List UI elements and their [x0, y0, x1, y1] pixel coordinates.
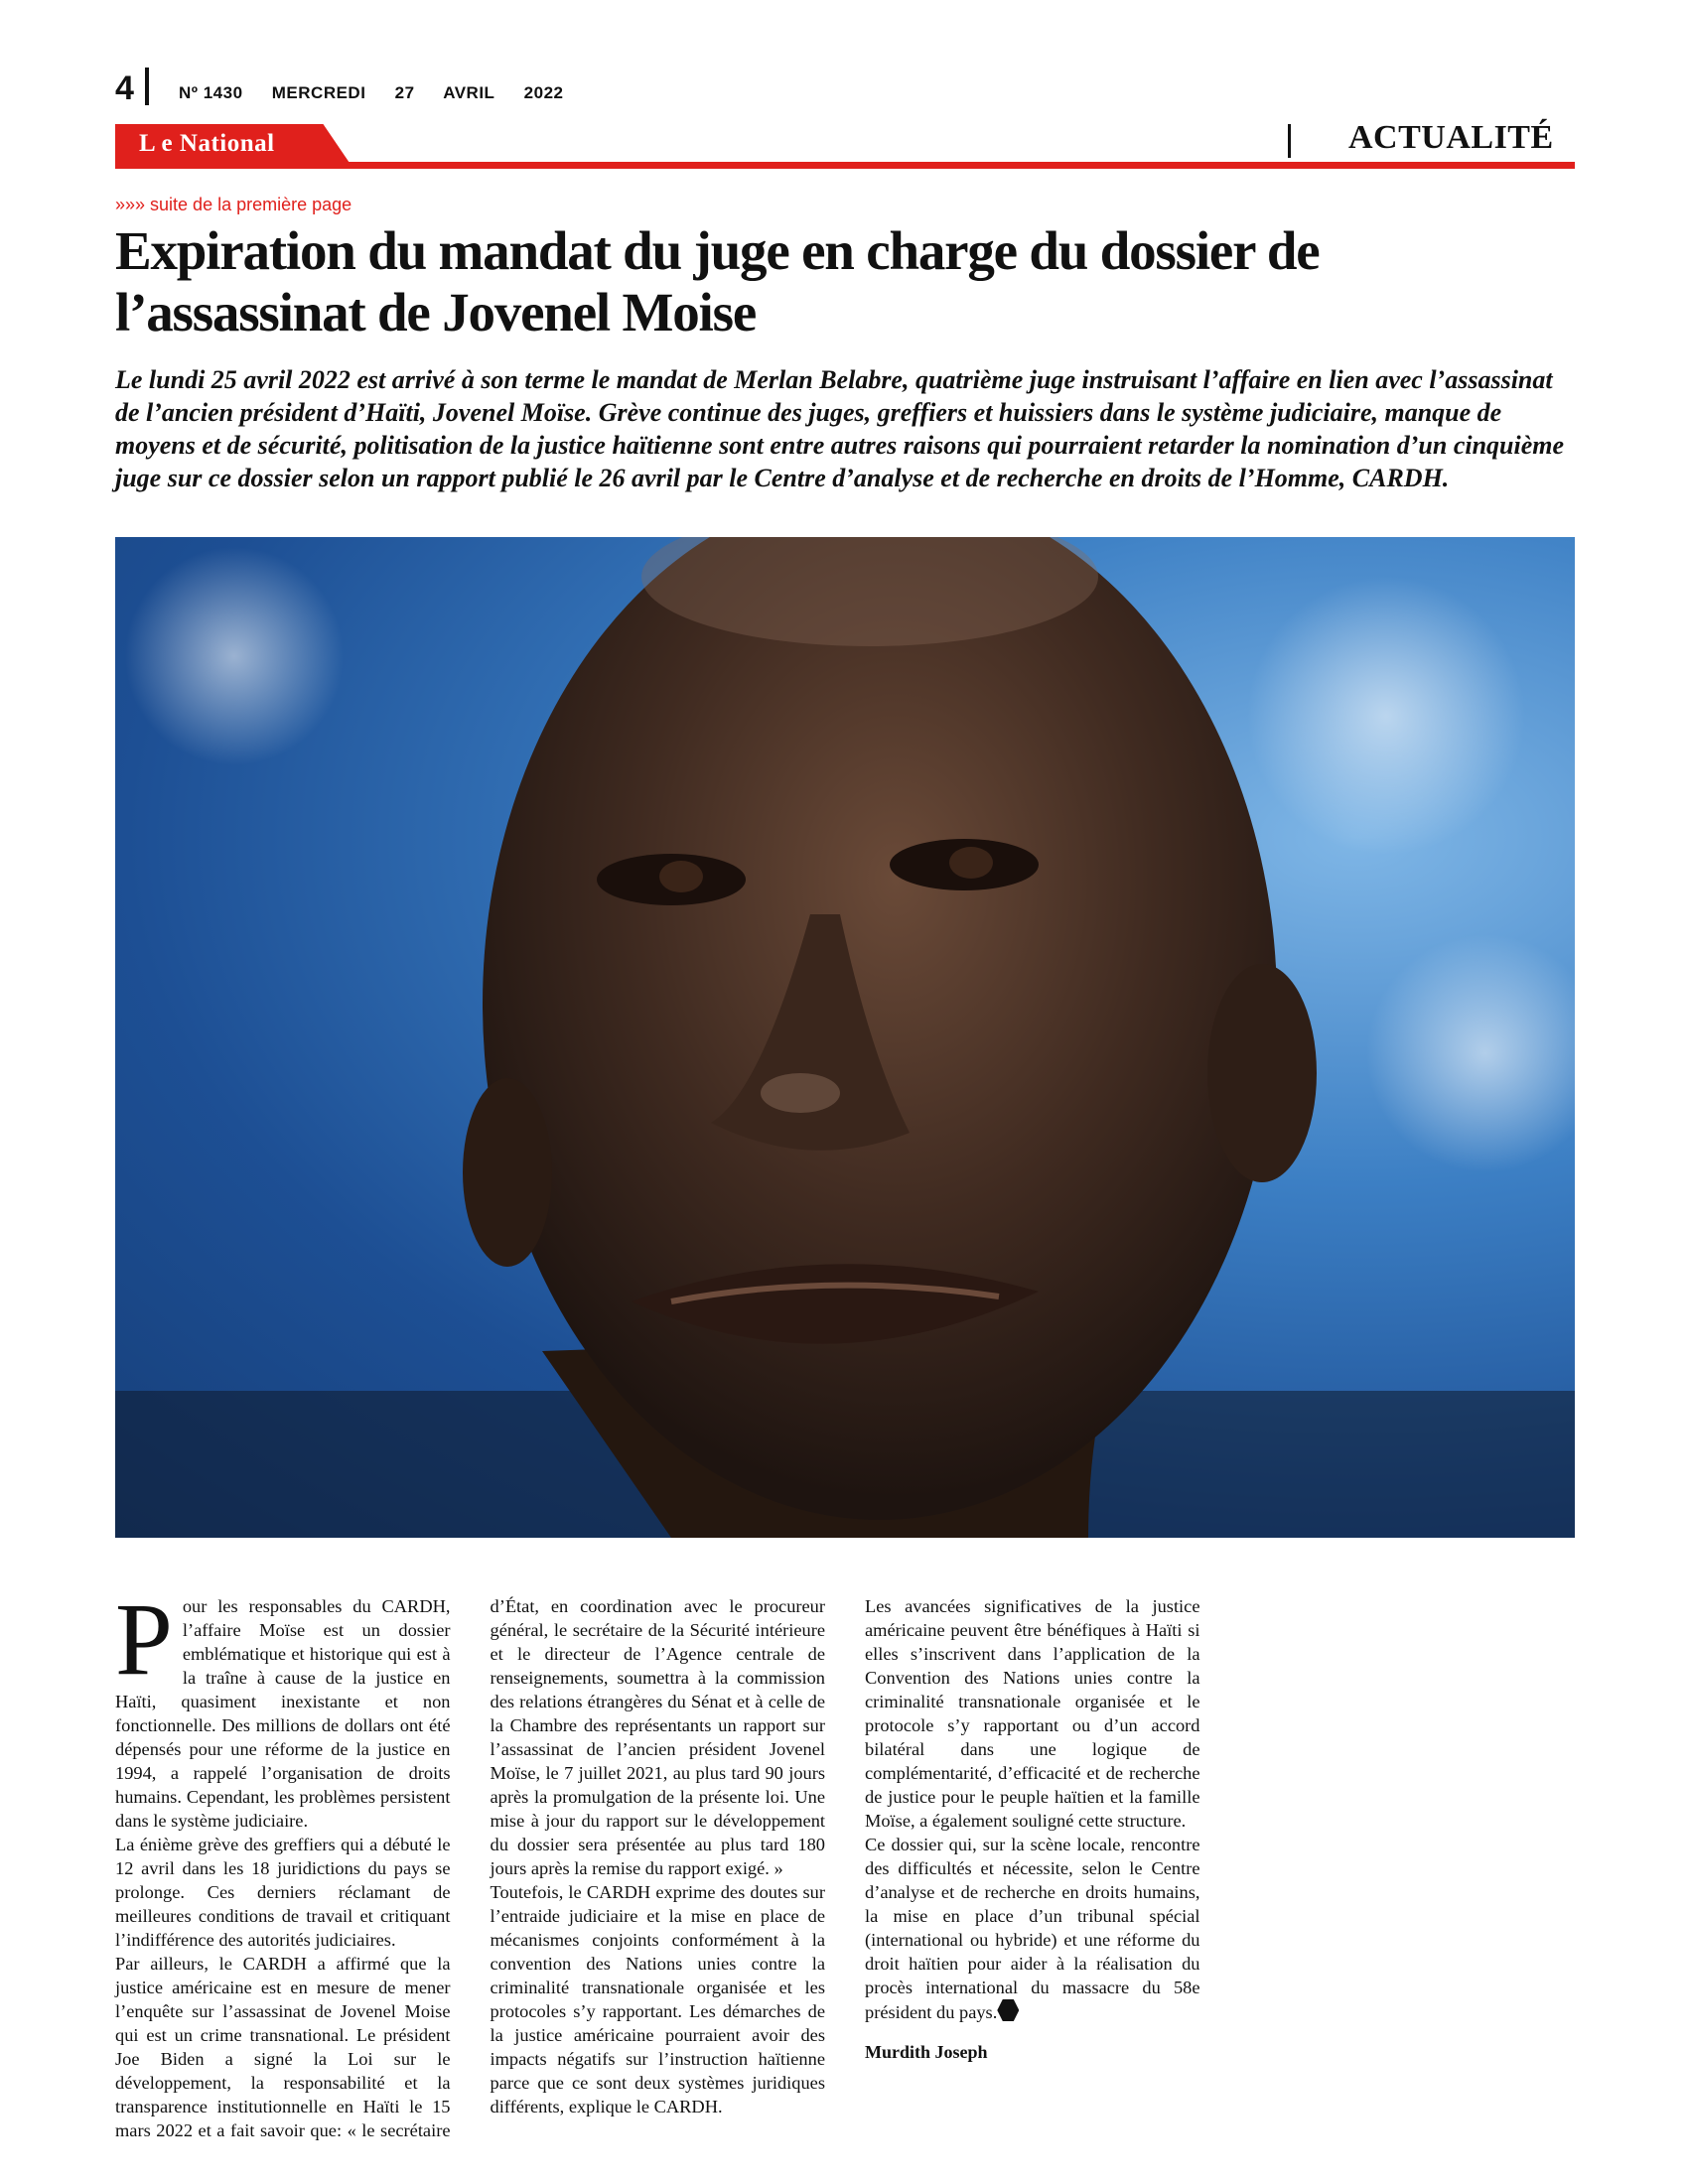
article-title: Expiration du mandat du juge en charge du dossier de l’assassinat de Jovenel Moise — [115, 220, 1320, 342]
issue-weekday: MERCREDI — [271, 83, 366, 102]
issue-info — [179, 83, 588, 103]
issue-day: 27 — [394, 83, 415, 102]
page-number: 4 — [115, 69, 134, 107]
paragraph-4: Toutefois, le CARDH exprime des doutes sur l’entraide judiciaire et la mise en place de mécanismes conjoints conformément à la convention des Nations unies contre la criminalité transnationale organisée et les protocoles s’y rapportant. Les démarches de la justice américaine pourraient avoir des impacts négatifs sur l’instruction haïtienne parce que ce sont deux systèmes juridiques différents, explique le CARDH. — [490, 1882, 825, 2116]
paragraph-6 — [865, 1833, 1200, 2024]
paragraph-5: Les avancées significatives de la justice américaine peuvent être bénéfiques à Haïti si elles s’inscrivent dans l’application de la Convention des Nations unies contre la criminalité transnationale organisée et le protocole s’y rapportant ou d’un accord bilatéral dans une logique de complémentarité, d’efficacité et de recherche de justice pour le peuple haïtien et la famille Moïse, a également souligné cette structure. — [865, 1596, 1200, 1831]
section-title: ACTUALITÉ — [1348, 119, 1554, 156]
paragraph-3: Par ailleurs, le CARDH a affirmé que la justice américaine est en mesure de mener l’enquête sur l’assassinat de Jovenel Moise qui est un crime transnational. Le président Joe Biden a signé la Loi sur le développement, la responsabilité et la transparence institutionnelle en Haïti le 15 mars 2022 et a fait savoir que: « le secrétaire d’État, en coordination avec le procureur général, le secrétaire de la Sécurité intérieure et le directeur de l’Agence centrale de renseignements, soumettra à la commission des relations étrangères du Sénat et à celle de la Chambre des représentants un rapport sur l’assassinat de l’ancien président Jovenel Moïse, le 7 juillet 2021, au plus tard 90 jours après la promulgation de la présente loi. Une mise à jour du rapport sur le développement du dossier sera présentée au plus tard 180 jours après la remise du rapport exigé. » — [115, 1596, 825, 2140]
byline: Murdith Joseph — [865, 2042, 988, 2062]
portrait-illustration — [115, 537, 1575, 1538]
end-of-article-icon — [997, 1999, 1019, 2021]
issue-month: AVRIL — [443, 83, 495, 102]
header-rule — [115, 162, 1575, 169]
article-body — [115, 1582, 1575, 2150]
paragraph-text: our les responsables du CARDH, l’affaire Moïse est un dossier emblématique et historique qui est à la traîne à cause de la justice en Haïti, quasiment inexistante et non fonctionnelle. Des millions de dollars ont été dépensés pour une réforme de la justice en 1994, a rappelé l’organisation de droits humains. Cependant, les problèmes persistent dans le système judiciaire. — [115, 1596, 451, 1831]
paragraph-2: La énième grève des greffiers qui a débuté le 12 avril dans les 18 juridictions du pays se prolonge. Ces derniers réclamant de meilleures conditions de travail et critiquant l’indifférence des autorités judiciaires. — [115, 1835, 451, 1950]
paragraph-text: Ce dossier qui, sur la scène locale, rencontre des difficultés et nécessite, selon le Centre d’analyse et de recherche en droits humains, la mise en place d’un tribunal spécial (international ou hybride) et une réforme du droit haïtien pour aider à la réalisation du procès international du massacre du 58e président du pays. — [865, 1835, 1200, 2022]
section-divider — [1288, 124, 1291, 158]
issue-number: Nº 1430 — [179, 83, 243, 102]
article-lede: Le lundi 25 avril 2022 est arrivé à son terme le mandat de Merlan Belabre, quatrième juge instruisant l’affaire en lien avec l’assassinat de l’ancien président d’Haïti, Jovenel Moïse. Grève continue des juges, greffiers et huissiers dans le système judiciaire, manque de moyens et de sécurité, politisation de la justice haïtienne sont entre autres raisons qui pourraient retarder la nomination d’un cinquième juge sur ce dossier selon un rapport publié le 26 avril par le Centre d’analyse et de recherche en droits de l’Homme, CARDH. — [115, 365, 1565, 492]
drop-cap: P — [115, 1582, 173, 1697]
paragraph-1 — [115, 1582, 451, 1833]
page-number-divider — [145, 68, 149, 105]
continuation-kicker: »»» suite de la première page — [115, 195, 352, 214]
masthead-logo: L e National — [139, 130, 275, 157]
issue-year: 2022 — [523, 83, 564, 102]
portrait-photo — [115, 537, 1575, 1538]
